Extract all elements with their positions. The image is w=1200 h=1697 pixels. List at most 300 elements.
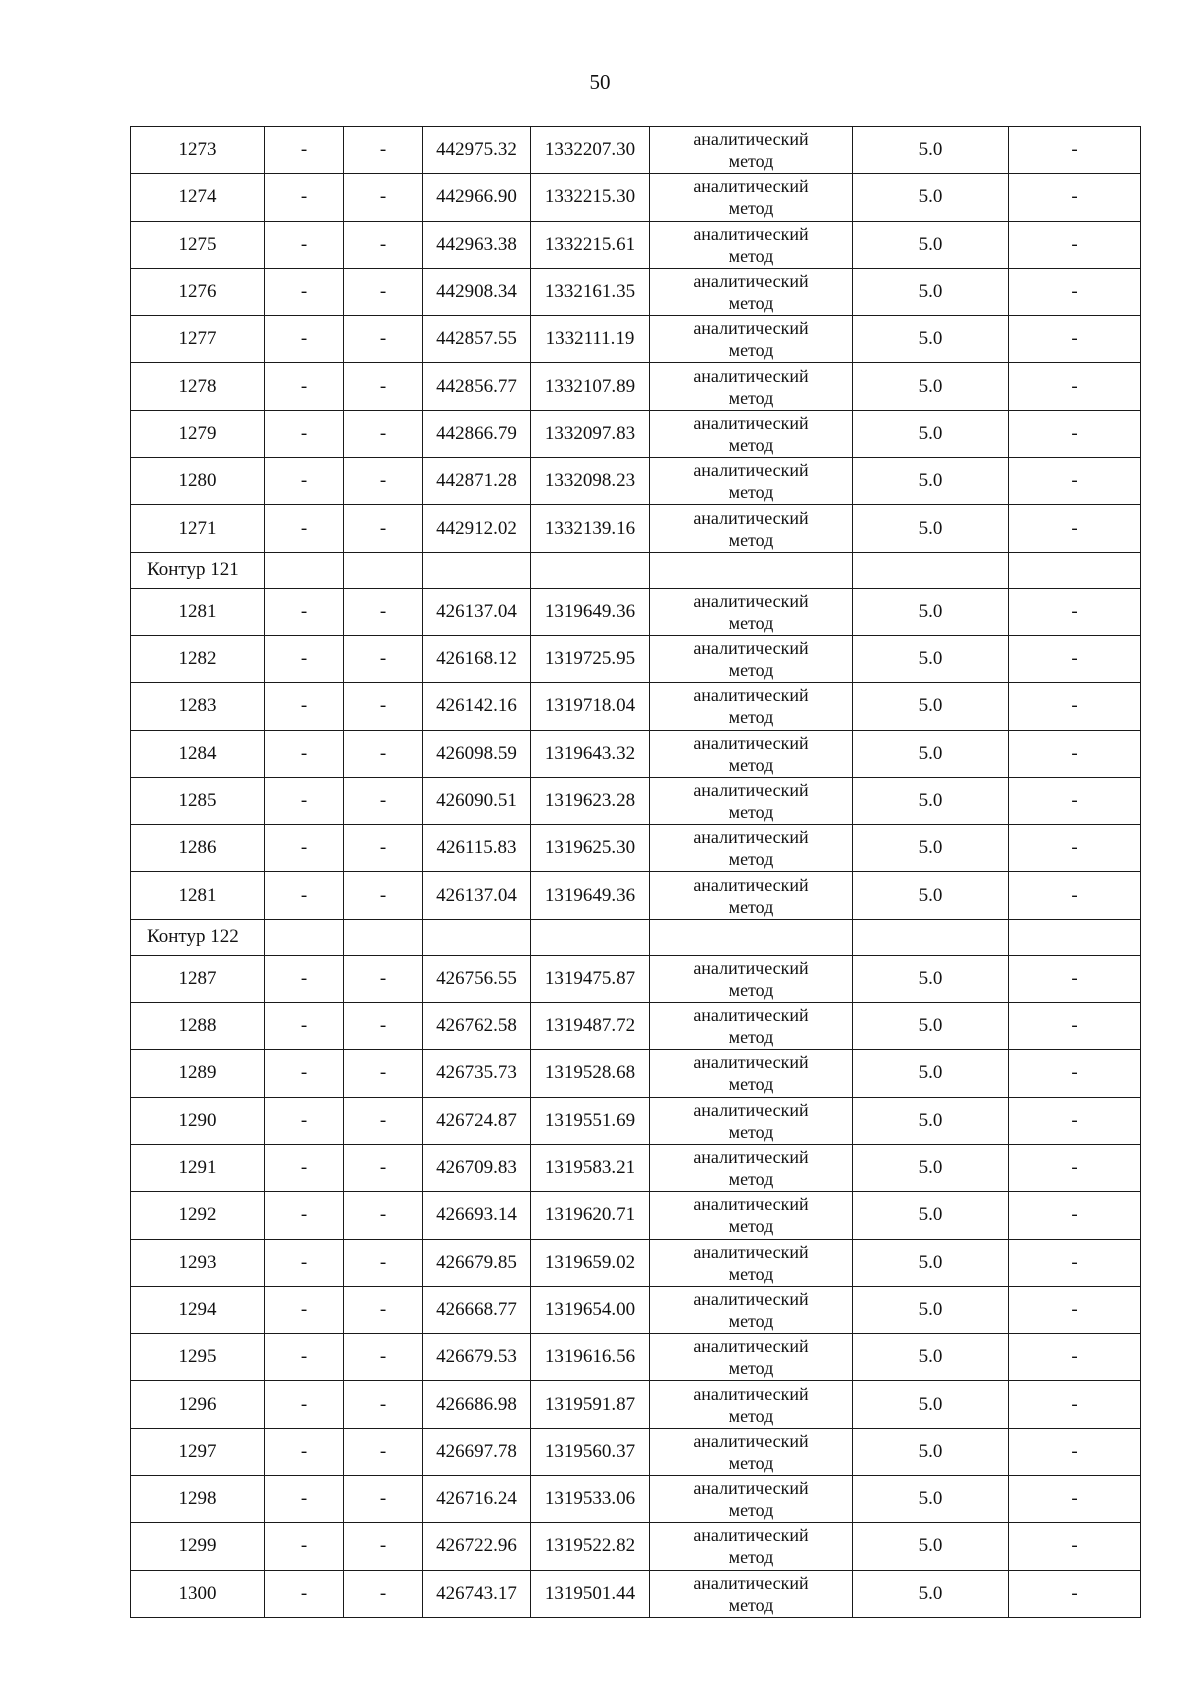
empty-cell	[650, 919, 853, 955]
dash-cell: -	[1009, 1144, 1141, 1191]
dash-cell: -	[265, 1144, 344, 1191]
accuracy-cell: 5.0	[853, 872, 1009, 919]
point-number-cell: 1284	[131, 730, 265, 777]
point-number-cell: 1289	[131, 1050, 265, 1097]
dash-cell: -	[344, 410, 423, 457]
x-coordinate-cell: 426137.04	[423, 872, 531, 919]
method-text-line1: аналитический	[693, 1288, 809, 1309]
dash-cell: -	[344, 1381, 423, 1428]
method-text-line1: аналитический	[693, 638, 809, 659]
point-number-cell: 1285	[131, 777, 265, 824]
dash-cell: -	[265, 730, 344, 777]
dash-cell: -	[344, 1144, 423, 1191]
method-cell	[650, 1050, 853, 1097]
x-coordinate-cell: 426693.14	[423, 1192, 531, 1239]
method-cell	[650, 1097, 853, 1144]
accuracy-cell: 5.0	[853, 1334, 1009, 1381]
dash-cell: -	[265, 1050, 344, 1097]
point-number-cell: 1299	[131, 1523, 265, 1570]
point-number-cell: 1283	[131, 683, 265, 730]
x-coordinate-cell: 442966.90	[423, 174, 531, 221]
x-coordinate-cell: 426142.16	[423, 683, 531, 730]
empty-cell	[423, 552, 531, 588]
method-cell	[650, 458, 853, 505]
method-text-line1: аналитический	[693, 1383, 809, 1404]
method-cell	[650, 777, 853, 824]
contour-header-row	[131, 552, 1141, 588]
y-coordinate-cell: 1319533.06	[531, 1476, 650, 1523]
table-row	[131, 1523, 1141, 1570]
dash-cell: -	[265, 363, 344, 410]
method-cell	[650, 1144, 853, 1191]
dash-cell: -	[344, 1097, 423, 1144]
empty-cell	[265, 919, 344, 955]
method-text-line2: метод	[728, 802, 774, 822]
dash-cell: -	[265, 1192, 344, 1239]
x-coordinate-cell: 426679.53	[423, 1334, 531, 1381]
y-coordinate-cell: 1332111.19	[531, 316, 650, 363]
method-text-line1: аналитический	[693, 590, 809, 611]
point-number-cell: 1277	[131, 316, 265, 363]
dash-cell: -	[1009, 1286, 1141, 1333]
dash-cell: -	[265, 458, 344, 505]
accuracy-cell: 5.0	[853, 1239, 1009, 1286]
contour-label: Контур 121	[131, 552, 265, 588]
method-text-line1: аналитический	[693, 1336, 809, 1357]
method-cell	[650, 363, 853, 410]
dash-cell: -	[344, 363, 423, 410]
dash-cell: -	[344, 174, 423, 221]
empty-cell	[423, 919, 531, 955]
method-cell	[650, 872, 853, 919]
method-text-line2: метод	[728, 1547, 774, 1568]
dash-cell: -	[1009, 730, 1141, 777]
y-coordinate-cell: 1319654.00	[531, 1286, 650, 1333]
x-coordinate-cell: 426090.51	[423, 777, 531, 824]
dash-cell: -	[1009, 1334, 1141, 1381]
point-number-cell: 1290	[131, 1097, 265, 1144]
y-coordinate-cell: 1319487.72	[531, 1003, 650, 1050]
accuracy-cell: 5.0	[853, 505, 1009, 552]
dash-cell: -	[344, 1523, 423, 1570]
point-number-cell: 1281	[131, 872, 265, 919]
method-text-line1: аналитический	[693, 685, 809, 706]
y-coordinate-cell: 1319560.37	[531, 1428, 650, 1475]
dash-cell: -	[344, 505, 423, 552]
dash-cell: -	[265, 316, 344, 363]
method-text-line2: метод	[728, 529, 774, 550]
dash-cell: -	[265, 1003, 344, 1050]
method-cell	[650, 1003, 853, 1050]
table-row	[131, 458, 1141, 505]
dash-cell: -	[265, 635, 344, 682]
accuracy-cell: 5.0	[853, 1286, 1009, 1333]
method-text-line1: аналитический	[693, 223, 809, 244]
method-text-line2: метод	[728, 1310, 774, 1331]
accuracy-cell: 5.0	[853, 730, 1009, 777]
point-number-cell: 1282	[131, 635, 265, 682]
point-number-cell: 1287	[131, 955, 265, 1002]
y-coordinate-cell: 1319551.69	[531, 1097, 650, 1144]
method-cell	[650, 1570, 853, 1617]
dash-cell: -	[1009, 635, 1141, 682]
dash-cell: -	[344, 458, 423, 505]
accuracy-cell: 5.0	[853, 1003, 1009, 1050]
y-coordinate-cell: 1332097.83	[531, 410, 650, 457]
method-text-line1: аналитический	[693, 271, 809, 292]
dash-cell: -	[1009, 316, 1141, 363]
x-coordinate-cell: 426686.98	[423, 1381, 531, 1428]
accuracy-cell: 5.0	[853, 221, 1009, 268]
table-row	[131, 174, 1141, 221]
x-coordinate-cell: 426168.12	[423, 635, 531, 682]
dash-cell: -	[1009, 777, 1141, 824]
table-row	[131, 1428, 1141, 1475]
dash-cell: -	[1009, 955, 1141, 1002]
dash-cell: -	[265, 825, 344, 872]
method-text-line2: метод	[728, 1358, 774, 1379]
table-row	[131, 1381, 1141, 1428]
method-text-line2: метод	[728, 612, 774, 633]
table-row	[131, 316, 1141, 363]
method-text-line2: метод	[728, 1121, 774, 1142]
dash-cell: -	[344, 872, 423, 919]
method-cell	[650, 1523, 853, 1570]
empty-cell	[853, 552, 1009, 588]
dash-cell: -	[265, 1476, 344, 1523]
x-coordinate-cell: 426756.55	[423, 955, 531, 1002]
x-coordinate-cell: 426679.85	[423, 1239, 531, 1286]
empty-cell	[650, 552, 853, 588]
table-row	[131, 588, 1141, 635]
method-text-line1: аналитический	[693, 1052, 809, 1073]
y-coordinate-cell: 1319528.68	[531, 1050, 650, 1097]
point-number-cell: 1298	[131, 1476, 265, 1523]
point-number-cell: 1300	[131, 1570, 265, 1617]
method-cell	[650, 825, 853, 872]
dash-cell: -	[1009, 1381, 1141, 1428]
contour-label: Контур 122	[131, 919, 265, 955]
method-cell	[650, 730, 853, 777]
method-text-line2: метод	[728, 896, 774, 917]
dash-cell: -	[265, 410, 344, 457]
x-coordinate-cell: 442856.77	[423, 363, 531, 410]
method-text-line2: метод	[728, 707, 774, 728]
point-number-cell: 1293	[131, 1239, 265, 1286]
table-row	[131, 825, 1141, 872]
empty-cell	[344, 552, 423, 588]
method-text-line2: метод	[728, 754, 774, 775]
method-text-line2: метод	[728, 151, 774, 172]
method-text-line1: аналитический	[693, 957, 809, 978]
x-coordinate-cell: 426115.83	[423, 825, 531, 872]
method-text-line2: метод	[728, 387, 774, 408]
dash-cell: -	[265, 1286, 344, 1333]
accuracy-cell: 5.0	[853, 1523, 1009, 1570]
y-coordinate-cell: 1332215.30	[531, 174, 650, 221]
y-coordinate-cell: 1319623.28	[531, 777, 650, 824]
y-coordinate-cell: 1319616.56	[531, 1334, 650, 1381]
method-text-line2: метод	[728, 1027, 774, 1048]
dash-cell: -	[1009, 872, 1141, 919]
table-row	[131, 1050, 1141, 1097]
table-row	[131, 1286, 1141, 1333]
method-text-line1: аналитический	[693, 1572, 809, 1593]
table-row	[131, 955, 1141, 1002]
accuracy-cell: 5.0	[853, 955, 1009, 1002]
accuracy-cell: 5.0	[853, 458, 1009, 505]
accuracy-cell: 5.0	[853, 1381, 1009, 1428]
table-row	[131, 1334, 1141, 1381]
y-coordinate-cell: 1332098.23	[531, 458, 650, 505]
page-number: 50	[589, 70, 611, 94]
method-text-line1: аналитический	[693, 1194, 809, 1215]
method-text-line1: аналитический	[693, 780, 809, 800]
table-row	[131, 127, 1141, 174]
dash-cell: -	[1009, 588, 1141, 635]
point-number-cell: 1276	[131, 268, 265, 315]
method-text-line2: метод	[728, 1452, 774, 1473]
table-body	[131, 127, 1141, 1618]
dash-cell: -	[265, 872, 344, 919]
y-coordinate-cell: 1319522.82	[531, 1523, 650, 1570]
dash-cell: -	[265, 1239, 344, 1286]
empty-cell	[265, 552, 344, 588]
y-coordinate-cell: 1319475.87	[531, 955, 650, 1002]
x-coordinate-cell: 426697.78	[423, 1428, 531, 1475]
dash-cell: -	[1009, 825, 1141, 872]
x-coordinate-cell: 442857.55	[423, 316, 531, 363]
table-row	[131, 1239, 1141, 1286]
point-number-cell: 1292	[131, 1192, 265, 1239]
x-coordinate-cell: 442908.34	[423, 268, 531, 315]
dash-cell: -	[344, 1570, 423, 1617]
point-number-cell: 1295	[131, 1334, 265, 1381]
x-coordinate-cell: 426762.58	[423, 1003, 531, 1050]
dash-cell: -	[265, 777, 344, 824]
method-text-line1: аналитический	[693, 176, 809, 197]
point-number-cell: 1271	[131, 505, 265, 552]
accuracy-cell: 5.0	[853, 174, 1009, 221]
dash-cell: -	[1009, 505, 1141, 552]
method-text-line2: метод	[728, 1263, 774, 1284]
accuracy-cell: 5.0	[853, 1050, 1009, 1097]
table-row	[131, 730, 1141, 777]
y-coordinate-cell: 1319643.32	[531, 730, 650, 777]
y-coordinate-cell: 1319718.04	[531, 683, 650, 730]
dash-cell: -	[344, 683, 423, 730]
accuracy-cell: 5.0	[853, 363, 1009, 410]
accuracy-cell: 5.0	[853, 588, 1009, 635]
method-text-line1: аналитический	[693, 1147, 809, 1168]
dash-cell: -	[1009, 1192, 1141, 1239]
method-cell	[650, 588, 853, 635]
method-text-line1: аналитический	[693, 460, 809, 481]
dash-cell: -	[344, 955, 423, 1002]
dash-cell: -	[265, 955, 344, 1002]
empty-cell	[531, 919, 650, 955]
table-row	[131, 683, 1141, 730]
accuracy-cell: 5.0	[853, 1192, 1009, 1239]
point-number-cell: 1275	[131, 221, 265, 268]
dash-cell: -	[344, 635, 423, 682]
empty-cell	[1009, 552, 1141, 588]
point-number-cell: 1297	[131, 1428, 265, 1475]
dash-cell: -	[1009, 127, 1141, 174]
method-text-line2: метод	[728, 434, 774, 455]
dash-cell: -	[1009, 1570, 1141, 1617]
table-row	[131, 363, 1141, 410]
dash-cell: -	[265, 174, 344, 221]
x-coordinate-cell: 426716.24	[423, 1476, 531, 1523]
dash-cell: -	[1009, 221, 1141, 268]
dash-cell: -	[1009, 1523, 1141, 1570]
accuracy-cell: 5.0	[853, 316, 1009, 363]
dash-cell: -	[265, 683, 344, 730]
method-text-line1: аналитический	[693, 1099, 809, 1120]
dash-cell: -	[344, 1334, 423, 1381]
contour-header-row	[131, 919, 1141, 955]
y-coordinate-cell: 1319649.36	[531, 872, 650, 919]
accuracy-cell: 5.0	[853, 635, 1009, 682]
dash-cell: -	[1009, 410, 1141, 457]
dash-cell: -	[344, 1003, 423, 1050]
method-cell	[650, 505, 853, 552]
y-coordinate-cell: 1319501.44	[531, 1570, 650, 1617]
method-text-line2: метод	[728, 1169, 774, 1190]
dash-cell: -	[265, 221, 344, 268]
table-row	[131, 268, 1141, 315]
y-coordinate-cell: 1332107.89	[531, 363, 650, 410]
dash-cell: -	[265, 1381, 344, 1428]
point-number-cell: 1288	[131, 1003, 265, 1050]
method-text-line2: метод	[728, 1074, 774, 1095]
table-row	[131, 1097, 1141, 1144]
x-coordinate-cell: 426735.73	[423, 1050, 531, 1097]
y-coordinate-cell: 1319625.30	[531, 825, 650, 872]
y-coordinate-cell: 1332207.30	[531, 127, 650, 174]
empty-cell	[853, 919, 1009, 955]
dash-cell: -	[265, 1334, 344, 1381]
method-cell	[650, 683, 853, 730]
table-row	[131, 1570, 1141, 1617]
method-cell	[650, 127, 853, 174]
dash-cell: -	[344, 588, 423, 635]
dash-cell: -	[344, 268, 423, 315]
method-cell	[650, 1476, 853, 1523]
point-number-cell: 1280	[131, 458, 265, 505]
y-coordinate-cell: 1319725.95	[531, 635, 650, 682]
table-row	[131, 872, 1141, 919]
method-text-line1: аналитический	[693, 412, 809, 433]
x-coordinate-cell: 426098.59	[423, 730, 531, 777]
method-cell	[650, 1381, 853, 1428]
y-coordinate-cell: 1319649.36	[531, 588, 650, 635]
dash-cell: -	[344, 777, 423, 824]
method-text-line2: метод	[728, 198, 774, 219]
method-text-line1: аналитический	[693, 1430, 809, 1451]
dash-cell: -	[344, 1286, 423, 1333]
accuracy-cell: 5.0	[853, 1570, 1009, 1617]
coordinates-table	[130, 126, 1141, 1618]
point-number-cell: 1278	[131, 363, 265, 410]
dash-cell: -	[1009, 174, 1141, 221]
method-text-line2: метод	[728, 245, 774, 266]
point-number-cell: 1274	[131, 174, 265, 221]
table-row	[131, 1003, 1141, 1050]
dash-cell: -	[265, 588, 344, 635]
empty-cell	[1009, 919, 1141, 955]
method-cell	[650, 635, 853, 682]
dash-cell: -	[344, 127, 423, 174]
point-number-cell: 1273	[131, 127, 265, 174]
method-text-line1: аналитический	[693, 1241, 809, 1262]
point-number-cell: 1286	[131, 825, 265, 872]
method-text-line2: метод	[728, 849, 774, 870]
dash-cell: -	[265, 268, 344, 315]
x-coordinate-cell: 442866.79	[423, 410, 531, 457]
accuracy-cell: 5.0	[853, 777, 1009, 824]
empty-cell	[531, 552, 650, 588]
method-text-line1: аналитический	[693, 827, 809, 848]
x-coordinate-cell: 426137.04	[423, 588, 531, 635]
y-coordinate-cell: 1319583.21	[531, 1144, 650, 1191]
dash-cell: -	[344, 730, 423, 777]
dash-cell: -	[265, 1523, 344, 1570]
dash-cell: -	[265, 127, 344, 174]
dash-cell: -	[344, 221, 423, 268]
x-coordinate-cell: 426724.87	[423, 1097, 531, 1144]
accuracy-cell: 5.0	[853, 1144, 1009, 1191]
method-text-line2: метод	[728, 1216, 774, 1237]
dash-cell: -	[1009, 268, 1141, 315]
point-number-cell: 1291	[131, 1144, 265, 1191]
y-coordinate-cell: 1319620.71	[531, 1192, 650, 1239]
method-cell	[650, 410, 853, 457]
method-text-line2: метод	[728, 979, 774, 1000]
dash-cell: -	[265, 1428, 344, 1475]
accuracy-cell: 5.0	[853, 127, 1009, 174]
dash-cell: -	[1009, 1476, 1141, 1523]
accuracy-cell: 5.0	[853, 1428, 1009, 1475]
y-coordinate-cell: 1319591.87	[531, 1381, 650, 1428]
method-text-line2: метод	[728, 1594, 774, 1615]
accuracy-cell: 5.0	[853, 825, 1009, 872]
method-cell	[650, 174, 853, 221]
dash-cell: -	[344, 825, 423, 872]
dash-cell: -	[344, 316, 423, 363]
method-text-line1: аналитический	[693, 1478, 809, 1499]
method-text-line2: метод	[728, 293, 774, 314]
table-row	[131, 410, 1141, 457]
dash-cell: -	[1009, 458, 1141, 505]
method-text-line1: аналитический	[693, 874, 809, 895]
method-cell	[650, 1239, 853, 1286]
x-coordinate-cell: 442975.32	[423, 127, 531, 174]
table-row	[131, 221, 1141, 268]
dash-cell: -	[265, 505, 344, 552]
x-coordinate-cell: 426722.96	[423, 1523, 531, 1570]
dash-cell: -	[344, 1192, 423, 1239]
x-coordinate-cell: 442963.38	[423, 221, 531, 268]
accuracy-cell: 5.0	[853, 268, 1009, 315]
method-cell	[650, 1286, 853, 1333]
dash-cell: -	[1009, 1003, 1141, 1050]
table-row	[131, 777, 1141, 824]
dash-cell: -	[1009, 1428, 1141, 1475]
table-row	[131, 1476, 1141, 1523]
accuracy-cell: 5.0	[853, 410, 1009, 457]
